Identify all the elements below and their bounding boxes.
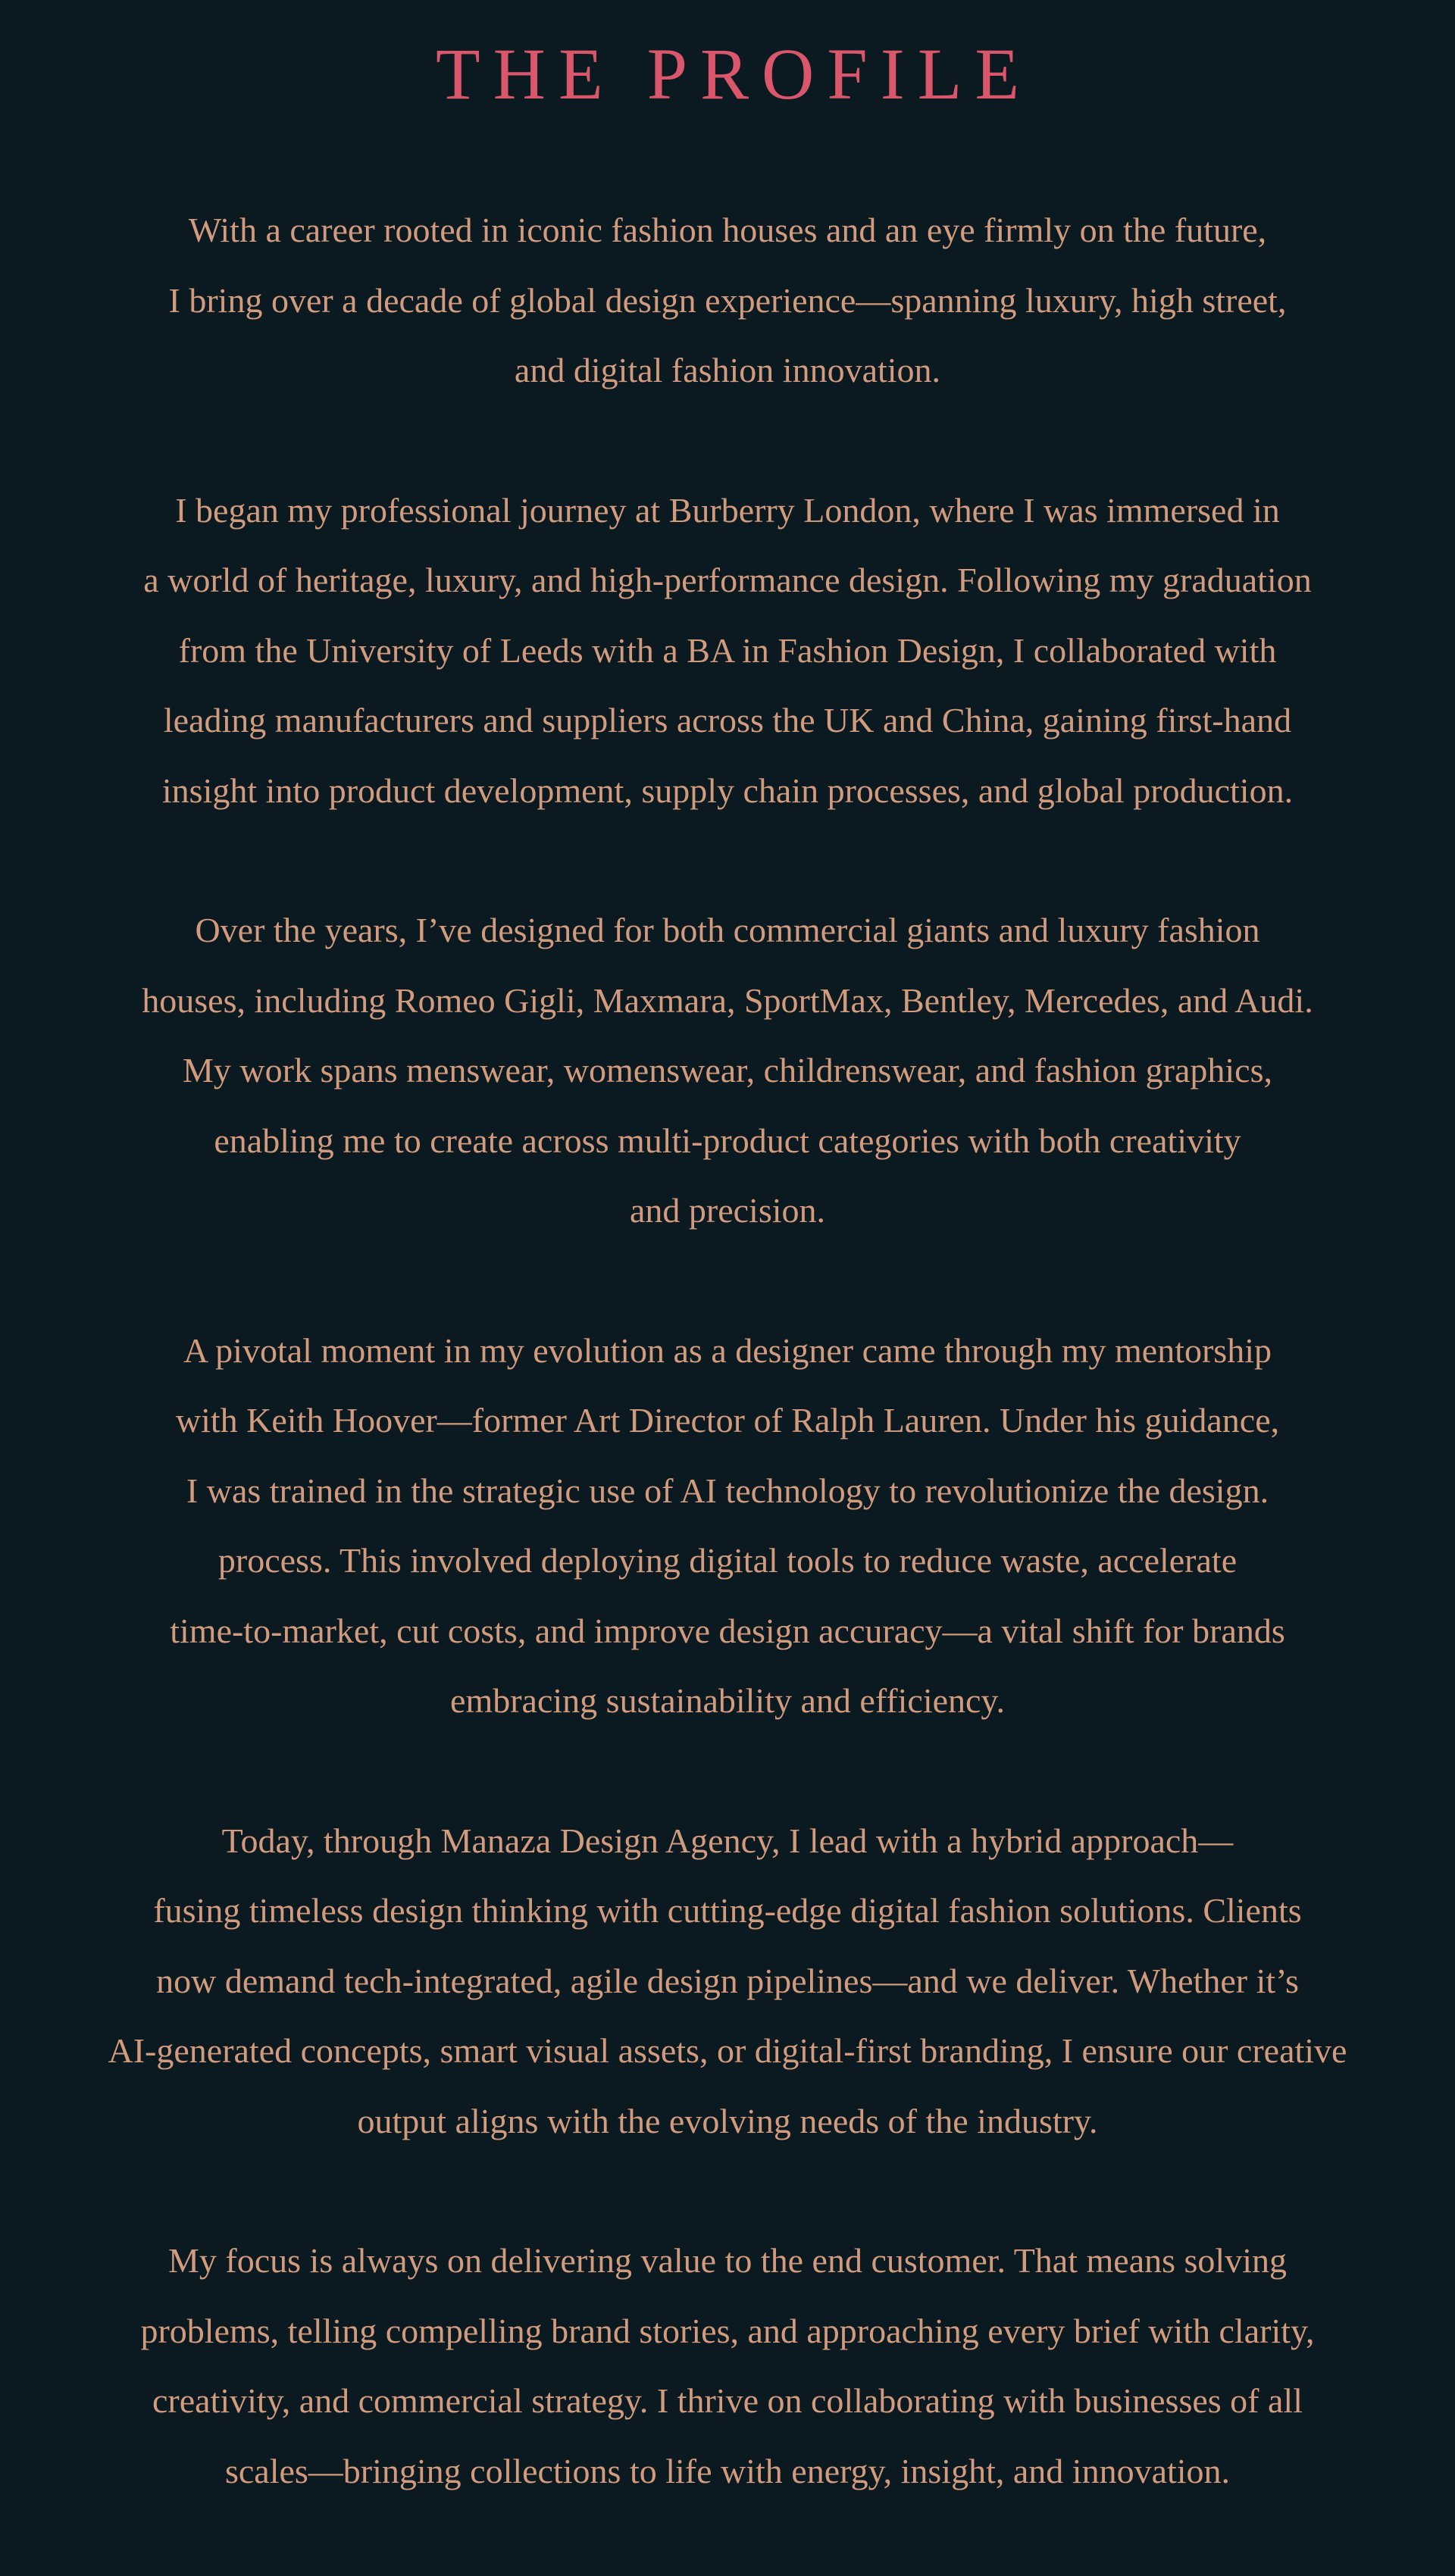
paragraph-line: and digital fashion innovation. xyxy=(514,351,941,389)
paragraph-mentorship xyxy=(0,1316,1455,1737)
paragraph-line: time-to-market, cut costs, and improve design accuracy—a vital shift for brands xyxy=(170,1611,1285,1650)
paragraph-line: output aligns with the evolving needs of the industry. xyxy=(357,2101,1098,2140)
paragraph-line: with Keith Hoover—former Art Director of Ralph Lauren. Under his guidance, xyxy=(175,1401,1280,1440)
paragraph-line: scales—bringing collections to life with energy, insight, and innovation. xyxy=(224,2451,1231,2490)
paragraph-line: enabling me to create across multi-product categories with both creativity xyxy=(214,1121,1241,1160)
paragraph-intro xyxy=(0,195,1455,406)
paragraph-line: My work spans menswear, womenswear, childrenswear, and fashion graphics, xyxy=(183,1051,1272,1089)
paragraph-line: creativity, and commercial strategy. I thrive on collaborating with businesses of all xyxy=(152,2381,1303,2420)
paragraph-line: now demand tech-integrated, agile design pipelines—and we deliver. Whether it’s xyxy=(156,1961,1299,2000)
paragraph-line: With a career rooted in iconic fashion houses and an eye firmly on the future, xyxy=(188,211,1267,249)
paragraph-line: houses, including Romeo Gigli, Maxmara, SportMax, Bentley, Mercedes, and Audi. xyxy=(142,980,1313,1020)
paragraph-focus xyxy=(0,2226,1455,2506)
paragraph-line: process. This involved deploying digital tools to reduce waste, accelerate xyxy=(217,1541,1238,1580)
paragraph-line: I began my professional journey at Burberry London, where I was immersed in xyxy=(175,490,1280,530)
paragraph-agency xyxy=(0,1806,1455,2157)
paragraph-line: Today, through Manaza Design Agency, I lead with a hybrid approach— xyxy=(221,1821,1234,1860)
paragraph-line: A pivotal moment in my evolution as a designer came through my mentorship xyxy=(183,1330,1272,1370)
paragraph-line: I was trained in the strategic use of AI technology to revolutionize the design. xyxy=(186,1471,1269,1510)
paragraph-line: and precision. xyxy=(629,1191,826,1230)
paragraph-line: leading manufacturers and suppliers across the UK and China, gaining first-hand xyxy=(163,701,1292,739)
paragraph-line: insight into product development, supply chain processes, and global production. xyxy=(161,771,1294,810)
paragraph-line: from the University of Leeds with a BA in Fashion Design, I collaborated with xyxy=(178,630,1277,670)
page-title: THE PROFILE xyxy=(436,33,1032,114)
paragraph-line: I bring over a decade of global design experience—spanning luxury, high street, xyxy=(168,280,1287,320)
paragraph-line: AI-generated concepts, smart visual assets, or digital-first branding, I ensure our creative xyxy=(108,2031,1347,2070)
paragraph-line: problems, telling compelling brand stories, and approaching every brief with clarity, xyxy=(140,2311,1315,2350)
profile-body xyxy=(0,195,1455,2576)
paragraph-line: My focus is always on delivering value to the end customer. That means solving xyxy=(168,2241,1287,2280)
paragraph-experience xyxy=(0,896,1455,1246)
paragraph-line: Over the years, I’ve designed for both commercial giants and luxury fashion xyxy=(195,911,1260,949)
paragraph-line: fusing timeless design thinking with cutting-edge digital fashion solutions. Clients xyxy=(153,1891,1302,1930)
paragraph-line: embracing sustainability and efficiency. xyxy=(450,1681,1005,1720)
paragraph-journey xyxy=(0,476,1455,827)
paragraph-line: a world of heritage, luxury, and high-performance design. Following my graduation xyxy=(143,561,1312,599)
